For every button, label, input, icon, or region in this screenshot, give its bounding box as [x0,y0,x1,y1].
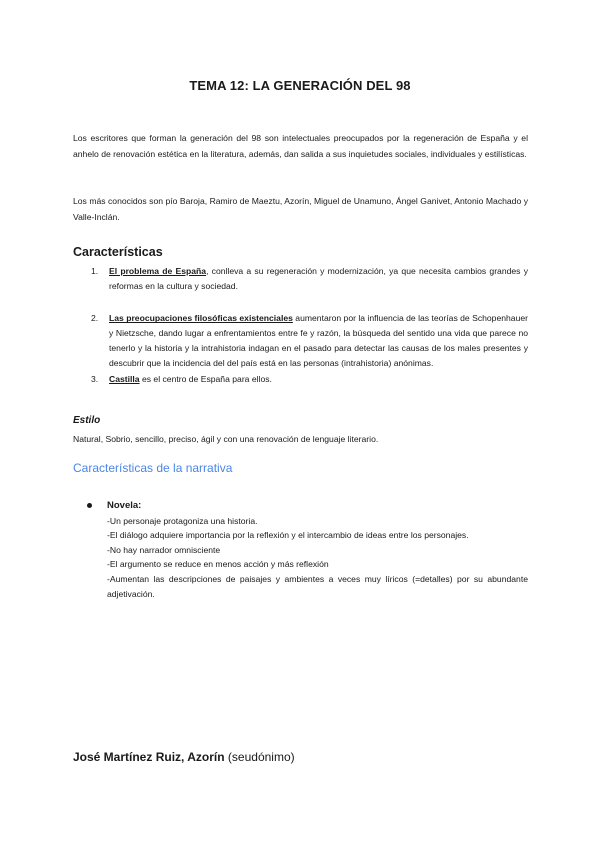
section-heading-caracteristicas: Características [73,245,163,259]
list-item [73,264,528,293]
list-number: 2. [91,313,99,324]
list-item [73,311,528,370]
list-item [73,372,528,387]
novela-line: -Un personaje protagoniza una historia. [107,515,258,526]
list-term: El problema de España [109,266,207,276]
novela-line: -Aumentan las descripciones de paisajes y ambientes a veces muy líricos (=detalles) por su abundante adjetivación. [107,573,528,599]
novela-label: Novela: [107,500,142,511]
author-heading [73,750,295,764]
caracteristicas-list [73,264,528,387]
page-title: TEMA 12: LA GENERACIÓN DEL 98 [189,78,411,93]
novela-line: -El argumento se reduce en menos acción y más reflexión [107,559,329,570]
list-text: aumentaron por la influencia de las teorías de Schopenhauer y Nietzsche, dando lugar a enfrentamientos entre fe y razón, la búsqueda del sentido una vida que parece no tenerlo y la historia y la intrahistoria indagan en el pasado para detectar las causas de los males presentes y descubrir que la incidencia del del país está en las personas (intrahistoria) anónimas. [109,313,528,368]
intro-paragraph-1: Los escritores que forman la generación del 98 son intelectuales preocupados por la regeneración de España y el anhelo de renovación estética en la literatura, además, dan salida a sus inquietudes sociales, individuales y estilísticas. [73,133,528,159]
novela-line: -No hay narrador omnisciente [107,544,221,555]
list-term: Las preocupaciones filosóficas existenciales [109,313,293,324]
list-text: , conlleva a su regeneración y modernización, ya que necesita cambios grandes y reformas en la cultura y sociedad. [109,266,528,291]
author-note: (seudónimo) [227,750,295,764]
author-name: José Martínez Ruiz, Azorín [73,750,225,764]
narrativa-bullet-block [87,499,528,601]
estilo-text: Natural, Sobrio, sencillo, preciso, ágil y con una renovación de lenguaje literario. [73,434,379,444]
intro-paragraph-2: Los más conocidos son pío Baroja, Ramiro de Maeztu, Azorín, Miguel de Unamuno, Ángel Ganivet, Antonio Machado y Valle-Inclán. [73,196,528,222]
list-number: 1. [91,266,99,276]
list-term: Castilla [109,374,140,385]
list-number: 3. [91,374,99,385]
estilo-heading: Estilo [73,415,101,426]
narrativa-heading: Características de la narrativa [73,461,233,475]
novela-line: -El diálogo adquiere importancia por la reflexión y el intercambio de ideas entre los personajes. [107,530,469,541]
bullet-icon [87,503,92,508]
list-text: es el centro de España para ellos. [139,374,272,385]
